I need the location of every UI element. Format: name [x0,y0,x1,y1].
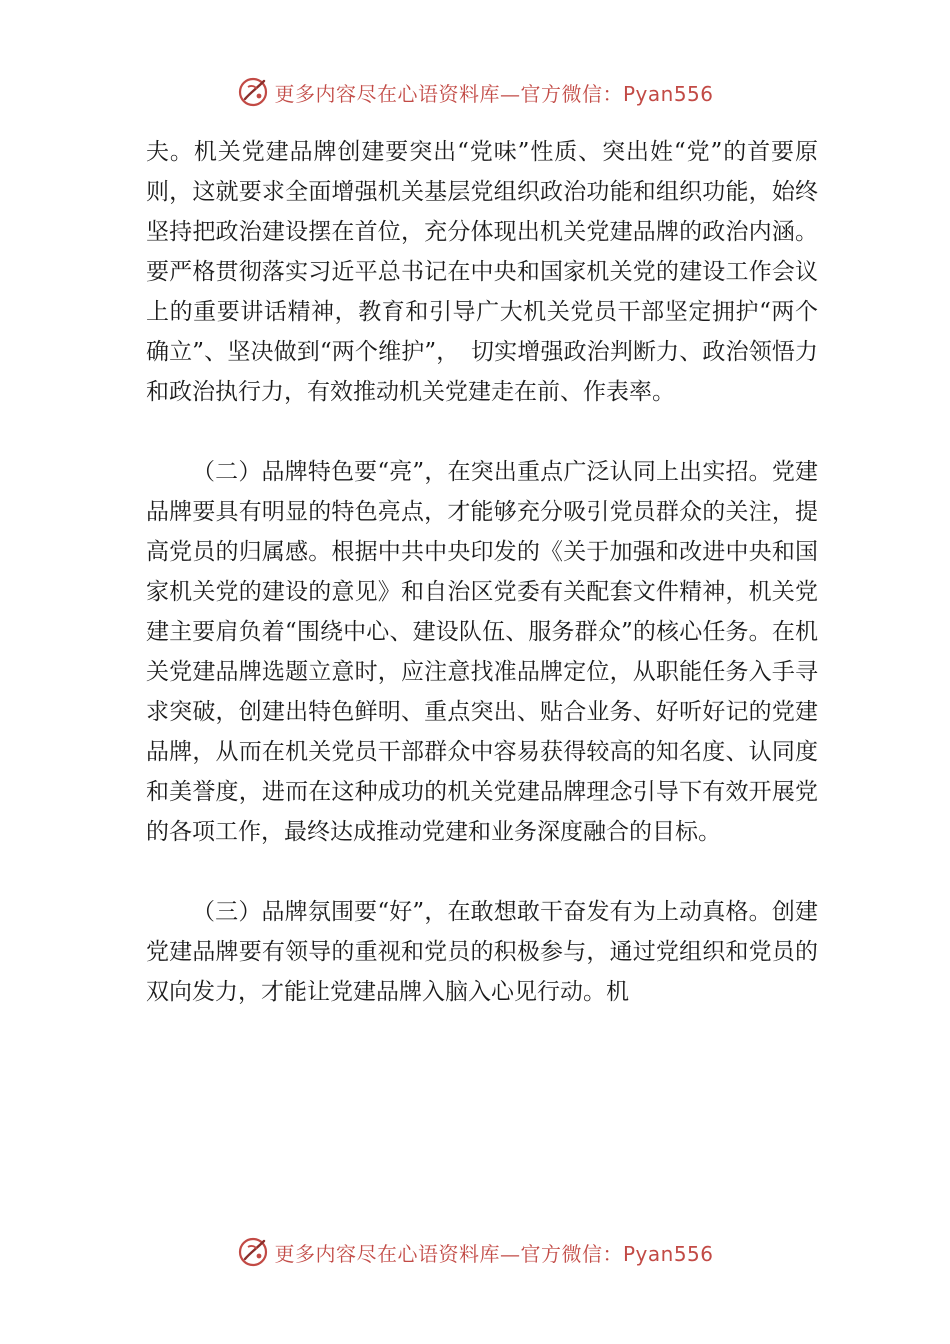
brand-logo-icon [236,75,270,109]
brand-logo-icon [236,1235,270,1269]
document-body [146,132,818,1012]
banner-text: 更多内容尽在心语资料库—官方微信：Pyan556 [274,81,714,106]
paragraph-3: （三）品牌氛围要“好”，在敢想敢干奋发有为上动真格。创建党建品牌要有领导的重视和党员的积极参与，通过党组织和党员的双向发力，才能让党建品牌入脑入心见行动。机 [146,899,818,1005]
header-banner [0,72,950,112]
paragraph-1: 夫。机关党建品牌创建要突出“党味”性质、突出姓“党”的首要原则，这就要求全面增强机关基层党组织政治功能和组织功能，始终坚持把政治建设摆在首位，充分体现出机关党建品牌的政治内涵。要严格贯彻落实习近平总书记在中央和国家机关党的建设工作会议上的重要讲话精神，教育和引导广大机关党员干部坚定拥护“两个确立”、坚决做到“两个维护”， 切实增强政治判断力、政治领悟力和政治执行力，有效推动机关党建走在前、作表率。 [146,139,818,405]
banner-text: 更多内容尽在心语资料库—官方微信：Pyan556 [274,1241,714,1266]
paragraph-2: （二）品牌特色要“亮”，在突出重点广泛认同上出实招。党建品牌要具有明显的特色亮点，才能够充分吸引党员群众的关注，提高党员的归属感。根据中共中央印发的《关于加强和改进中央和国家机关党的建设的意见》和自治区党委有关配套文件精神，机关党建主要肩负着“围绕中心、建设队伍、服务群众”的核心任务。在机关党建品牌选题立意时，应注意找准品牌定位，从职能任务入手寻求突破，创建出特色鲜明、重点突出、贴合业务、好听好记的党建品牌，从而在机关党员干部群众中容易获得较高的知名度、认同度和美誉度，进而在这种成功的机关党建品牌理念引导下有效开展党的各项工作，最终达成推动党建和业务深度融合的目标。 [146,459,818,845]
footer-banner [0,1232,950,1272]
